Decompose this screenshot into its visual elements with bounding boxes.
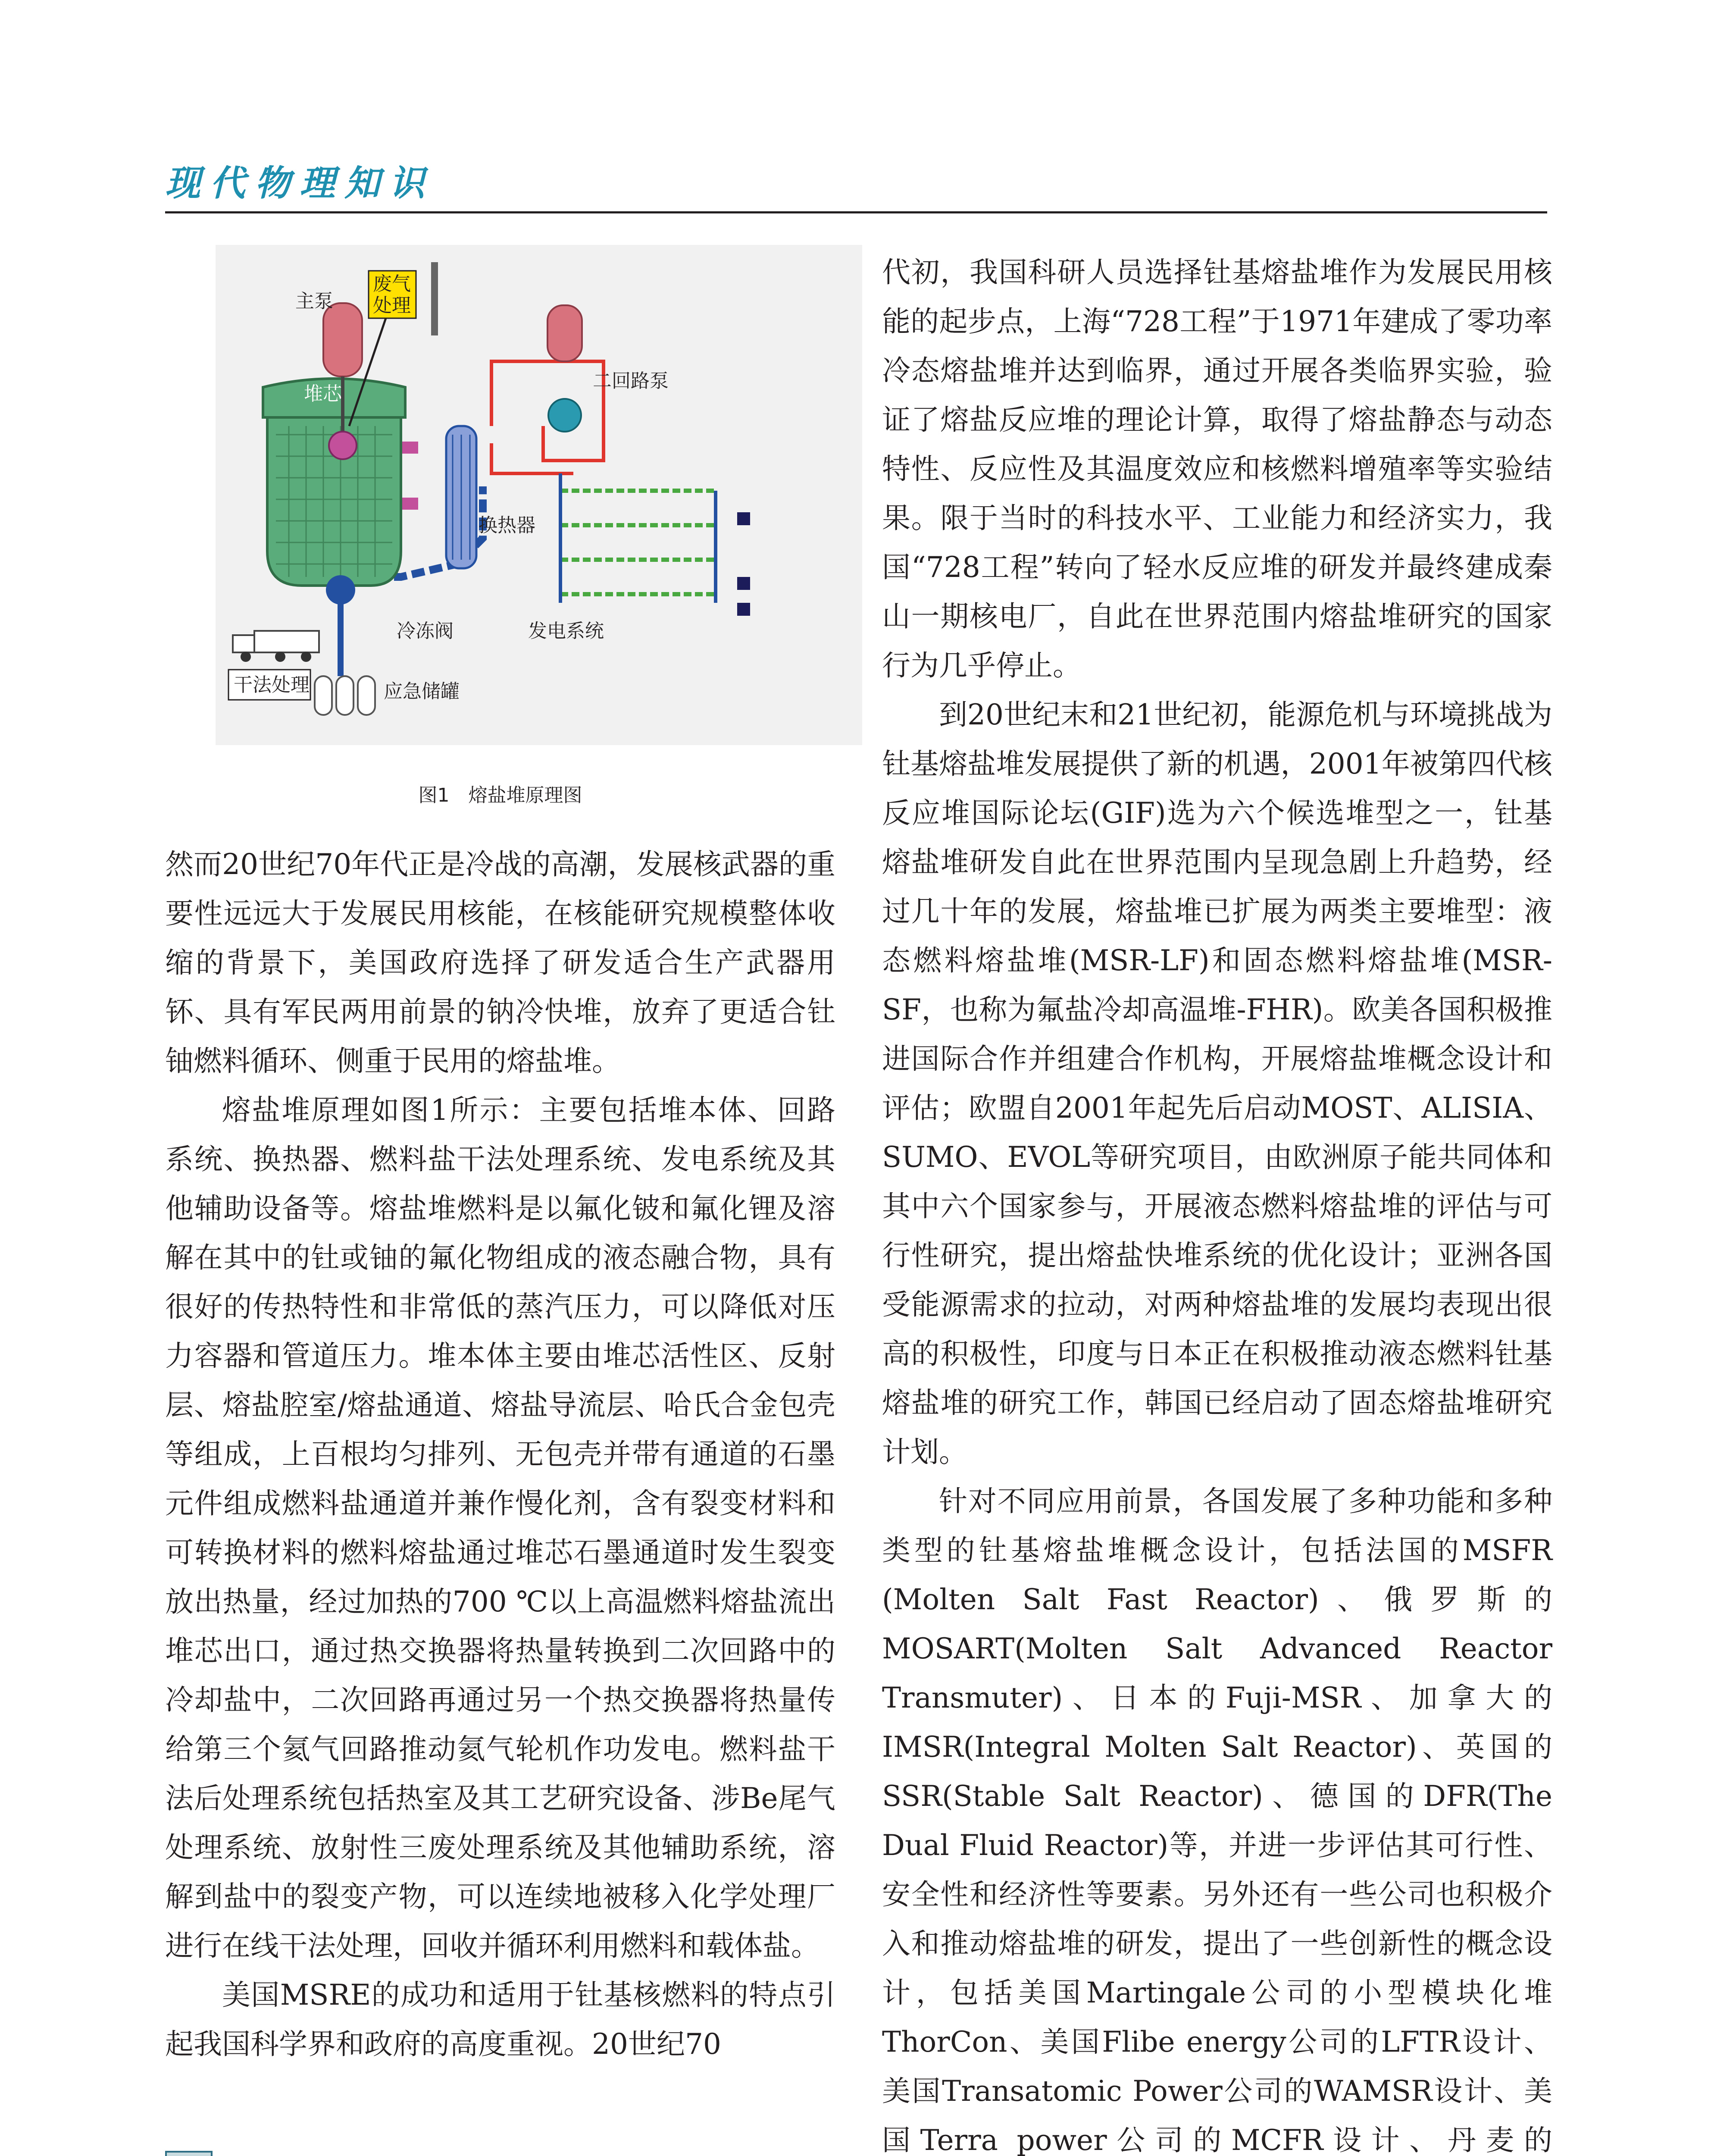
label-waste-gas-1: 废气: [373, 273, 411, 295]
freeze-valve: [326, 575, 355, 605]
msr-diagram: [216, 245, 862, 745]
label-emergency-tank: 应急储罐: [384, 680, 460, 702]
label-main-pump: 主泵: [295, 290, 333, 312]
paragraph: 然而20世纪70年代正是冷战的高潮，发展核武器的重要性远远大于发展民用核能，在核能研究规模整体收缩的背景下，美国政府选择了研发适合生产武器用钚、具有军民两用前景的钠冷快堆，放弃了更适合钍铀燃料循环、侧重于民用的熔盐堆。: [165, 848, 835, 1078]
exhaust-stack: [431, 262, 438, 335]
paragraph: 针对不同应用前景，各国发展了多种功能和多种类型的钍基熔盐堆概念设计，包括法国的MSFR (Molten Salt Fast Reactor)、俄罗斯的MOSART(Molten Salt Advanced Reactor Transmuter)、日本的Fuji-MSR、加拿大的IMSR(Integral Molten Salt Reactor)、英国的SSR(Stable Salt Reactor)、德国的DFR(The Dual Fluid Reactor)等，并进一步评估其可行性、安全性和经济性等要素。另外还有一些公司也积极介入和推动熔盐堆的研发，提出了一些创新性的概念设计，包括美国Martingale公司的小型模块化堆ThorCon、美国Flibe energy公司的LFTR设计、美国Transatomic Power公司的WAMSR设计、美国Terra power公司的MCFR设计、丹麦的: [882, 1485, 1552, 2156]
transport-truck: [233, 631, 319, 662]
emergency-tanks: [315, 676, 375, 715]
paragraph: 代初，我国科研人员选择钍基熔盐堆作为发展民用核能的起步点，上海“728工程”于1971年建成了零功率冷态熔盐堆并达到临界，通过开展各类临界实验，验证了熔盐反应堆的理论计算，取得了熔盐静态与动态特性、反应性及其温度效应和核燃料增殖率等实验结果。限于当时的科技水平、工业能力和经济实力，我国“728工程”转向了轻水反应堆的研发并最终建成秦山一期核电厂，自此在世界范围内熔盐堆研究的国家行为几乎停止。: [882, 256, 1552, 682]
reactor-vessel: [263, 379, 405, 586]
label-heat-exchanger: 换热器: [479, 514, 535, 536]
page-number: [165, 2151, 213, 2156]
label-freeze-valve: 冷冻阀: [397, 620, 454, 642]
left-column: [165, 840, 835, 2069]
paragraph: 美国MSRE的成功和适用于钍基核燃料的特点引起我国科学界和政府的高度重视。20世纪70: [165, 1978, 835, 2061]
label-dry-processing: 干法处理: [234, 674, 310, 696]
paragraph: 熔盐堆原理如图1所示：主要包括堆本体、回路系统、换热器、燃料盐干法处理系统、发电系统及其他辅助设备等。熔盐堆燃料是以氟化铍和氟化锂及溶解在其中的钍或铀的氟化物组成的液态融合物，具有很好的传热特性和非常低的蒸汽压力，可以降低对压力容器和管道压力。堆本体主要由堆芯活性区、反射层、熔盐腔室/熔盐通道、熔盐导流层、哈氏合金包壳等组成，上百根均匀排列、无包壳并带有通道的石墨元件组成燃料盐通道并兼作慢化剂，含有裂变材料和可转换材料的燃料熔盐通过堆芯石墨通道时发生裂变放出热量，经过加热的700 ℃以上高温燃料熔盐流出堆芯出口，通过热交换器将热量转换到二次回路中的冷却盐中，二次回路再通过另一个热交换器将热量传给第三个氦气回路推动氦气轮机作功发电。燃料盐干法后处理系统包括热室及其工艺研究设备、涉Be尾气处理系统、放射性三废处理系统及其他辅助系统，溶解到盐中的裂变产物，可以连续地被移入化学处理厂进行在线干法处理，回收并循环利用燃料和载体盐。: [165, 1094, 835, 1962]
label-core: 堆芯: [304, 383, 342, 405]
figure-caption: 图1 熔盐堆原理图: [418, 784, 582, 806]
label-secondary-pump: 二回路泵: [593, 370, 669, 392]
label-power-system: 发电系统: [528, 620, 604, 642]
paragraph: 到20世纪末和21世纪初，能源危机与环境挑战为钍基熔盐堆发展提供了新的机遇，2001年被第四代核反应堆国际论坛(GIF)选为六个候选堆型之一，钍基熔盐堆研发自此在世界范围内呈现急剧上升趋势，经过几十年的发展，熔盐堆已扩展为两类主要堆型：液态燃料熔盐堆(MSR-LF)和固态燃料熔盐堆(MSR-SF，也称为氟盐冷却高温堆-FHR)。欧美各国积极推进国际合作并组建合作机构，开展熔盐堆概念设计和评估；欧盟自2001年起先后启动MOST、ALISIA、SUMO、EVOL等研究项目，由欧洲原子能共同体和其中六个国家参与，开展液态燃料熔盐堆的评估与可行性研究，提出熔盐快堆系统的优化设计；亚洲各国受能源需求的拉动，对两种熔盐堆的发展均表现出很高的积极性，印度与日本正在积极推动液态燃料钍基熔盐堆的研究工作，韩国已经启动了固态熔盐堆研究计划。: [882, 698, 1552, 1469]
heat-exchanger: [446, 426, 476, 568]
figure-msr-schematic: [216, 245, 862, 745]
right-column: [882, 248, 1552, 2156]
journal-title: 现代物理知识: [165, 163, 434, 204]
header-rule: [165, 211, 1547, 213]
label-waste-gas-2: 处理: [373, 295, 411, 317]
